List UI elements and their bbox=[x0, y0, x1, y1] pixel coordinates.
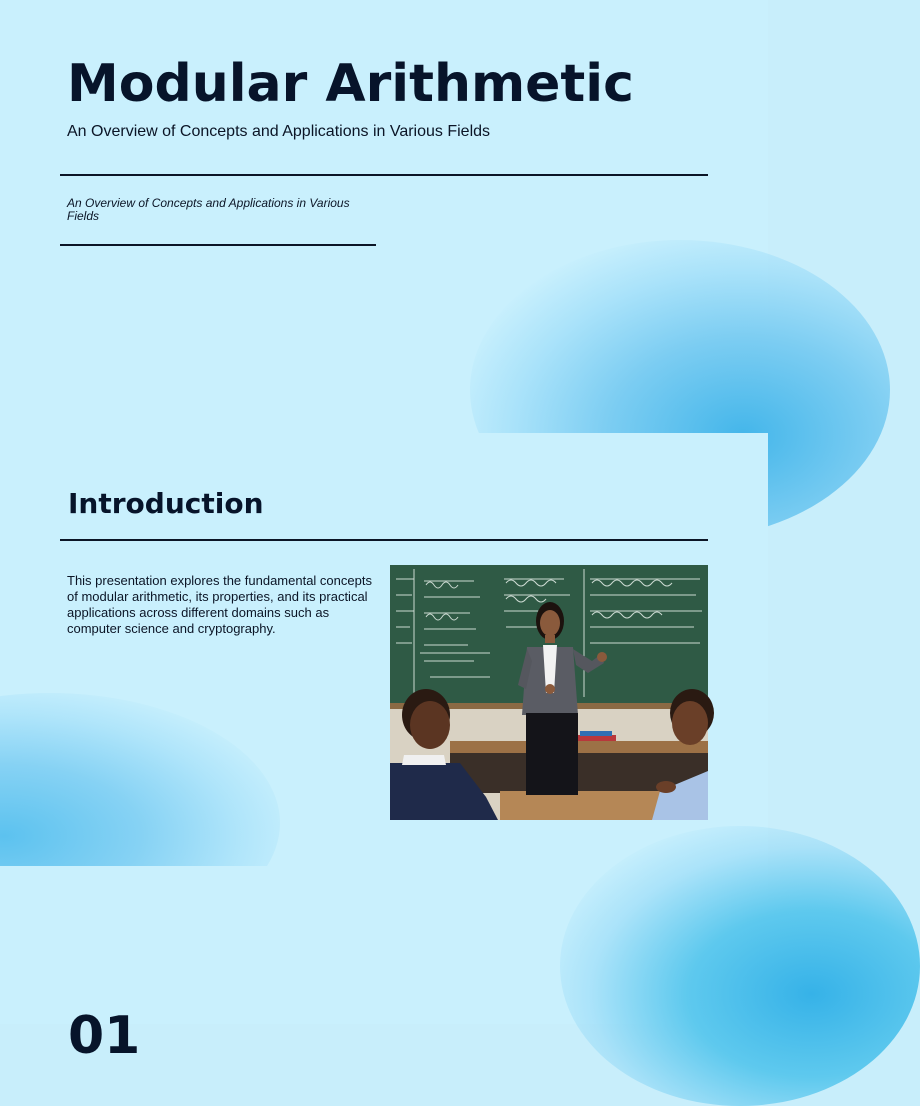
section-heading: Introduction bbox=[68, 487, 264, 520]
subtitle-note: An Overview of Concepts and Applications in Various Fields bbox=[67, 196, 350, 223]
title-divider bbox=[60, 174, 708, 176]
classroom-photo bbox=[390, 565, 708, 820]
note-divider bbox=[60, 244, 376, 246]
next-slide bbox=[0, 866, 768, 1066]
title-slide bbox=[0, 0, 768, 433]
slide-title: Modular Arithmetic bbox=[67, 54, 634, 114]
slide-subtitle: An Overview of Concepts and Applications in Various Fields bbox=[67, 123, 491, 140]
section-number: 01 bbox=[68, 1006, 141, 1066]
intro-paragraph: This presentation explores the fundamental concepts of modular arithmetic, its properties, and its practical applications across different domains such as computer science and cryptography. bbox=[67, 573, 372, 636]
heading-divider bbox=[60, 539, 708, 541]
decorative-gradient-blob bbox=[560, 826, 920, 1106]
introduction-slide bbox=[0, 433, 768, 866]
